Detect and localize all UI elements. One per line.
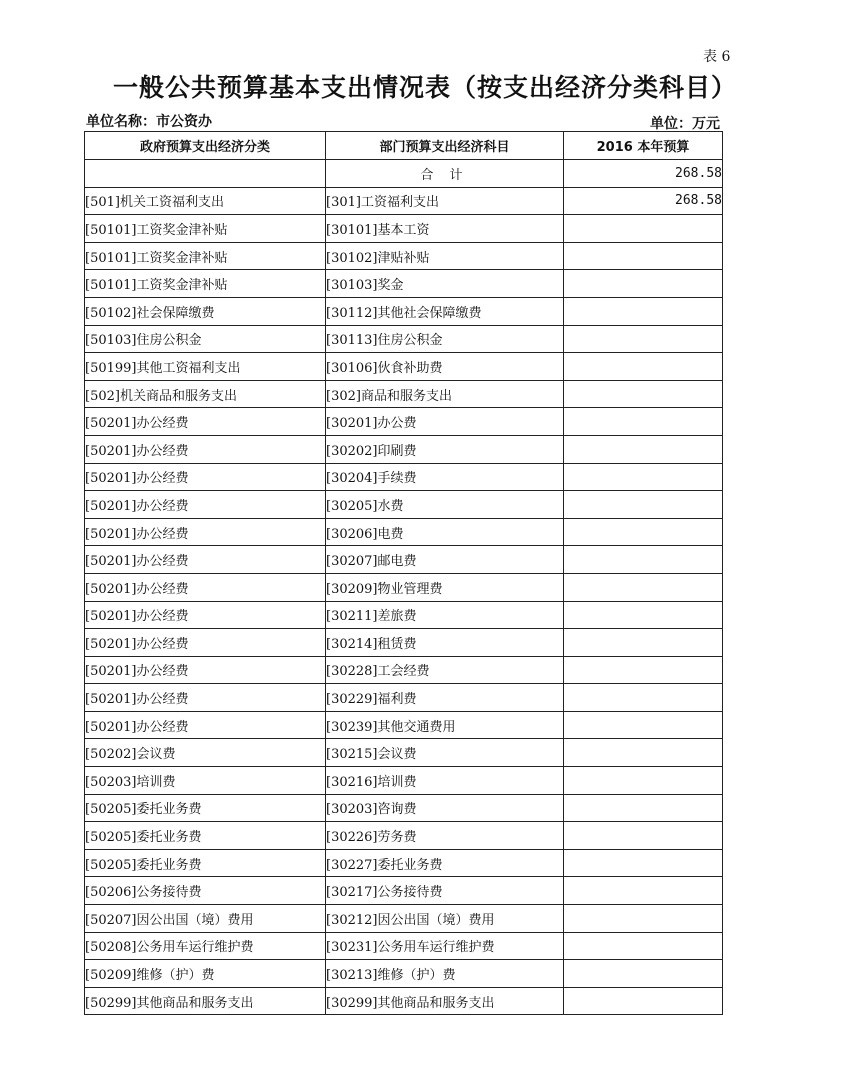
column-header-gov: 政府预算支出经济分类: [85, 132, 326, 160]
table-row: [85, 546, 723, 574]
table-row: [85, 491, 723, 519]
table-row: [85, 656, 723, 684]
dept-item-cell: [30212]因公出国（境）费用: [326, 905, 564, 933]
dept-item-cell: [30101]基本工资: [326, 215, 564, 243]
table-row: [85, 435, 723, 463]
dept-item-cell: [301]工资福利支出: [326, 187, 564, 215]
gov-category-cell: [50102]社会保障缴费: [85, 297, 326, 325]
dept-item-cell: [30201]办公费: [326, 408, 564, 436]
budget-value-cell: [564, 408, 723, 436]
budget-table: [84, 131, 723, 1015]
dept-item-cell: [30112]其他社会保障缴费: [326, 297, 564, 325]
gov-category-cell: [50205]委托业务费: [85, 849, 326, 877]
dept-item-cell: [30213]维修（护）费: [326, 960, 564, 988]
table-row: [85, 463, 723, 491]
currency-unit: 单位：万元: [650, 116, 720, 132]
dept-item-cell: [30209]物业管理费: [326, 573, 564, 601]
table-row: [85, 684, 723, 712]
unit-name: 单位名称：市公资办: [86, 114, 212, 130]
gov-category-cell: [50299]其他商品和服务支出: [85, 987, 326, 1015]
gov-category-cell: [50201]办公经费: [85, 518, 326, 546]
total-value: 268.58: [564, 160, 723, 188]
budget-value-cell: [564, 573, 723, 601]
table-row: [85, 601, 723, 629]
gov-category-cell: [50203]培训费: [85, 767, 326, 795]
gov-category-cell: [50101]工资奖金津补贴: [85, 215, 326, 243]
table-row: [85, 270, 723, 298]
gov-category-cell: [50208]公务用车运行维护费: [85, 932, 326, 960]
gov-category-cell: [50201]办公经费: [85, 546, 326, 574]
budget-value-cell: [564, 518, 723, 546]
gov-category-cell: [501]机关工资福利支出: [85, 187, 326, 215]
dept-item-cell: [30207]邮电费: [326, 546, 564, 574]
table-row: [85, 629, 723, 657]
dept-item-cell: [30202]印刷费: [326, 435, 564, 463]
budget-value-cell: [564, 297, 723, 325]
gov-category-cell: [50101]工资奖金津补贴: [85, 270, 326, 298]
gov-category-cell: [50201]办公经费: [85, 573, 326, 601]
budget-value-cell: [564, 325, 723, 353]
gov-category-cell: [50201]办公经费: [85, 601, 326, 629]
budget-value-cell: [564, 215, 723, 243]
dept-item-cell: [30206]电费: [326, 518, 564, 546]
dept-item-cell: [30211]差旅费: [326, 601, 564, 629]
gov-category-cell: [50201]办公经费: [85, 629, 326, 657]
dept-item-cell: [30239]其他交通费用: [326, 711, 564, 739]
budget-value-cell: [564, 932, 723, 960]
column-header-dept: 部门预算支出经济科目: [326, 132, 564, 160]
gov-category-cell: [50209]维修（护）费: [85, 960, 326, 988]
budget-value-cell: [564, 629, 723, 657]
table-row: [85, 242, 723, 270]
dept-item-cell: [30215]会议费: [326, 739, 564, 767]
table-row: [85, 325, 723, 353]
dept-item-cell: [30103]奖金: [326, 270, 564, 298]
budget-value-cell: [564, 905, 723, 933]
table-header-row: [85, 132, 723, 160]
dept-item-cell: [30106]伙食补助费: [326, 353, 564, 381]
table-row: [85, 960, 723, 988]
gov-category-cell: [50199]其他工资福利支出: [85, 353, 326, 381]
gov-category-cell: [50101]工资奖金津补贴: [85, 242, 326, 270]
gov-category-cell: [50201]办公经费: [85, 656, 326, 684]
budget-value-cell: [564, 794, 723, 822]
dept-item-cell: [30299]其他商品和服务支出: [326, 987, 564, 1015]
dept-item-cell: [30229]福利费: [326, 684, 564, 712]
budget-value-cell: [564, 270, 723, 298]
table-row: [85, 739, 723, 767]
dept-item-cell: [30227]委托业务费: [326, 849, 564, 877]
dept-item-cell: [30231]公务用车运行维护费: [326, 932, 564, 960]
gov-category-cell: [502]机关商品和服务支出: [85, 380, 326, 408]
table-row: [85, 932, 723, 960]
dept-item-cell: [30226]劳务费: [326, 822, 564, 850]
budget-value-cell: [564, 739, 723, 767]
budget-value-cell: [564, 353, 723, 381]
gov-category-cell: [50201]办公经费: [85, 408, 326, 436]
table-row: [85, 353, 723, 381]
table-row: [85, 877, 723, 905]
table-row: [85, 518, 723, 546]
budget-value-cell: [564, 546, 723, 574]
budget-value-cell: [564, 601, 723, 629]
table-row: [85, 711, 723, 739]
table-row: [85, 987, 723, 1015]
table-row: [85, 822, 723, 850]
gov-category-cell: [50201]办公经费: [85, 435, 326, 463]
gov-category-cell: [50206]公务接待费: [85, 877, 326, 905]
dept-item-cell: [30113]住房公积金: [326, 325, 564, 353]
gov-category-cell: [50202]会议费: [85, 739, 326, 767]
budget-value-cell: 268.58: [564, 187, 723, 215]
column-header-budget: 2016 本年预算: [564, 132, 723, 160]
sheet-label: 表 6: [703, 49, 731, 65]
table-row: [85, 380, 723, 408]
budget-value-cell: [564, 491, 723, 519]
table-row: [85, 297, 723, 325]
budget-value-cell: [564, 380, 723, 408]
gov-category-cell: [50201]办公经费: [85, 684, 326, 712]
dept-item-cell: [30228]工会经费: [326, 656, 564, 684]
budget-value-cell: [564, 684, 723, 712]
budget-value-cell: [564, 656, 723, 684]
gov-category-cell: [50201]办公经费: [85, 463, 326, 491]
dept-item-cell: [30214]租赁费: [326, 629, 564, 657]
budget-value-cell: [564, 767, 723, 795]
dept-item-cell: [30102]津贴补贴: [326, 242, 564, 270]
dept-item-cell: [30216]培训费: [326, 767, 564, 795]
total-empty-cell: [85, 160, 326, 188]
gov-category-cell: [50205]委托业务费: [85, 822, 326, 850]
table-row: [85, 905, 723, 933]
budget-value-cell: [564, 877, 723, 905]
table-row: [85, 573, 723, 601]
page-title: 一般公共预算基本支出情况表（按支出经济分类科目）: [112, 73, 737, 102]
table-row: [85, 767, 723, 795]
gov-category-cell: [50103]住房公积金: [85, 325, 326, 353]
budget-value-cell: [564, 435, 723, 463]
budget-value-cell: [564, 987, 723, 1015]
gov-category-cell: [50201]办公经费: [85, 711, 326, 739]
budget-value-cell: [564, 463, 723, 491]
table-row: [85, 794, 723, 822]
budget-value-cell: [564, 822, 723, 850]
dept-item-cell: [30205]水费: [326, 491, 564, 519]
table-row: [85, 849, 723, 877]
table-row: [85, 215, 723, 243]
gov-category-cell: [50205]委托业务费: [85, 794, 326, 822]
total-row: [85, 160, 723, 188]
gov-category-cell: [50201]办公经费: [85, 491, 326, 519]
gov-category-cell: [50207]因公出国（境）费用: [85, 905, 326, 933]
table-row: [85, 187, 723, 215]
dept-item-cell: [30217]公务接待费: [326, 877, 564, 905]
dept-item-cell: [302]商品和服务支出: [326, 380, 564, 408]
table-row: [85, 408, 723, 436]
budget-value-cell: [564, 960, 723, 988]
dept-item-cell: [30204]手续费: [326, 463, 564, 491]
budget-value-cell: [564, 849, 723, 877]
budget-value-cell: [564, 711, 723, 739]
dept-item-cell: [30203]咨询费: [326, 794, 564, 822]
budget-value-cell: [564, 242, 723, 270]
total-label: 合 计: [326, 160, 564, 188]
